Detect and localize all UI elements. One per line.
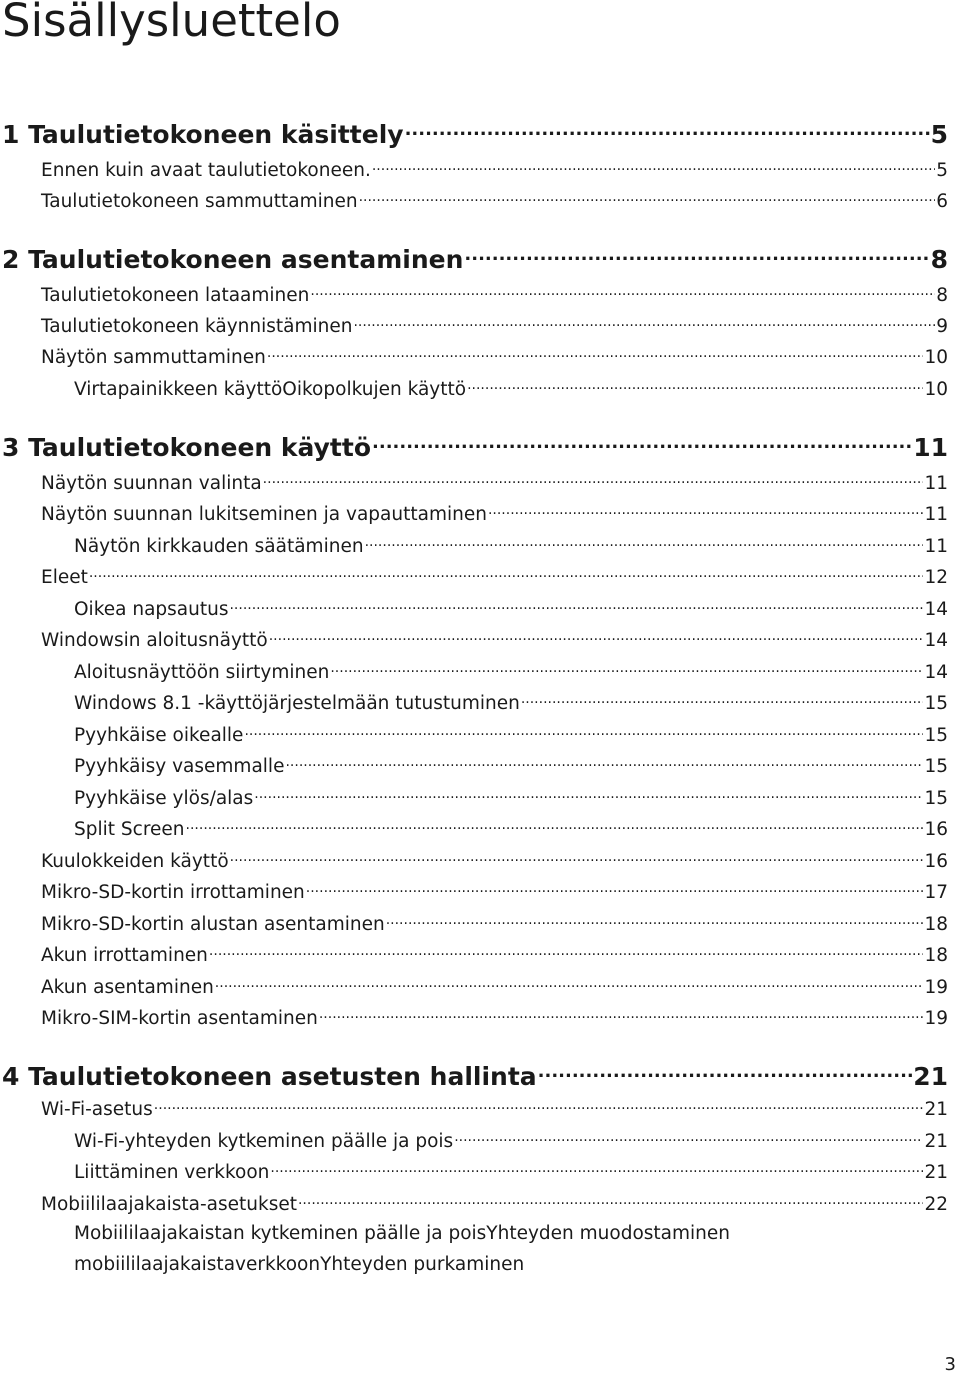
toc-entry-page: 14 [924,629,948,651]
toc-entry-page: 21 [924,1130,948,1152]
toc-leader-dots [454,1128,923,1147]
toc-entry-text: Pyyhkäisy vasemmalle [74,755,285,777]
toc-entry-page: 22 [924,1193,948,1215]
toc-entry[interactable] [41,1005,948,1029]
toc-entry-text: Näytön suunnan valinta [41,472,262,494]
toc-entry[interactable] [41,188,948,212]
toc-entry-text: Pyyhkäise oikealle [74,724,244,746]
toc-entry-page: 21 [924,1161,948,1183]
toc-entry-page: 17 [924,881,948,903]
toc-leader-dots [538,1060,913,1085]
toc-entry-text: Windows 8.1 -käyttöjärjestelmään tutustuminen [74,692,520,714]
toc-leader-dots [269,627,924,646]
toc-entry[interactable] [2,1060,948,1091]
toc-entry-text: Mobiililaajakaistan kytkeminen päälle ja poisYhteyden muodostaminen mobiililaajakaistaverkkoonYhteyden purkaminen [74,1223,730,1275]
toc-entry[interactable] [41,564,948,588]
toc-entry-text: Mobiililaajakaista-asetukset [41,1193,297,1215]
toc-entry-text: 1 Taulutietokoneen käsittely [2,120,404,149]
toc-entry-page: 6 [936,190,948,212]
toc-leader-dots [365,533,924,552]
toc-leader-dots [267,344,924,363]
toc-entry-wrapped[interactable] [74,1218,774,1280]
toc-entry-text: Näytön sammuttaminen [41,346,266,368]
toc-entry-page: 8 [936,284,948,306]
toc-entry[interactable] [74,753,948,777]
toc-entry-text: Wi-Fi-asetus [41,1098,153,1120]
toc-entry-page: 18 [924,944,948,966]
toc-leader-dots [209,942,924,961]
toc-entry-text: 4 Taulutietokoneen asetusten hallinta [2,1062,537,1091]
toc-entry[interactable] [74,722,948,746]
toc-entry-text: Mikro-SD-kortin irrottaminen [41,881,305,903]
toc-entry[interactable] [41,157,948,181]
toc-entry-text: Oikea napsautus [74,598,229,620]
toc-entry-page: 10 [924,378,948,400]
toc-entry-page: 5 [936,159,948,181]
toc-entry-text: Näytön suunnan lukitseminen ja vapauttaminen [41,503,487,525]
toc-entry-text: Mikro-SIM-kortin asentaminen [41,1007,318,1029]
toc-entry[interactable] [41,627,948,651]
toc-entry-text: Taulutietokoneen sammuttaminen [41,190,358,212]
toc-entry-text: Kuulokkeiden käyttö [41,850,229,872]
toc-leader-dots [467,376,923,395]
toc-entry-page: 11 [924,472,948,494]
toc-leader-dots [310,282,935,301]
toc-entry[interactable] [41,974,948,998]
toc-leader-dots [298,1191,923,1210]
toc-entry-page: 21 [913,1062,948,1091]
toc-entry-page: 11 [924,535,948,557]
toc-leader-dots [306,879,924,898]
toc-leader-dots [229,596,923,615]
toc-leader-dots [353,313,935,332]
toc-entry-text: Wi-Fi-yhteyden kytkeminen päälle ja pois [74,1130,454,1152]
toc-entry-text: Eleet [41,566,88,588]
toc-leader-dots [186,816,924,835]
toc-entry[interactable] [41,942,948,966]
toc-entry-page: 11 [913,433,948,462]
toc-leader-dots [359,188,936,207]
toc-entry-page: 14 [924,598,948,620]
toc-entry-text: Akun asentaminen [41,976,214,998]
toc-leader-dots [405,118,930,143]
toc-entry-page: 18 [924,913,948,935]
toc-leader-dots [230,848,924,867]
toc-entry-text: Mikro-SD-kortin alustan asentaminen [41,913,385,935]
toc-leader-dots [330,659,923,678]
toc-entry-page: 12 [924,566,948,588]
toc-entry-page: 16 [924,850,948,872]
toc-entry[interactable] [41,282,948,306]
toc-entry-page: 9 [936,315,948,337]
toc-leader-dots [319,1005,924,1024]
toc-entry-page: 15 [924,755,948,777]
toc-leader-dots [386,911,924,930]
toc-leader-dots [372,157,935,176]
toc-leader-dots [263,470,924,489]
toc-entry[interactable] [41,1191,948,1215]
toc-entry-page: 14 [924,661,948,683]
toc-entry[interactable] [41,344,948,368]
toc-entry[interactable] [74,1128,948,1152]
toc-leader-dots [285,753,923,772]
toc-entry-page: 19 [924,976,948,998]
toc-entry-page: 21 [924,1098,948,1120]
toc-leader-dots [464,243,929,268]
toc-entry-page: 15 [924,787,948,809]
toc-leader-dots [215,974,924,993]
page-number: 3 [944,1354,956,1375]
toc-entry-page: 8 [930,245,948,274]
toc-entry[interactable] [74,816,948,840]
toc-entry[interactable] [41,313,948,337]
toc-entry-text: Liittäminen verkkoon [74,1161,270,1183]
toc-entry-text: Näytön kirkkauden säätäminen [74,535,364,557]
toc-entry-page: 15 [924,692,948,714]
page-title: Sisällysluettelo [2,0,341,47]
toc-leader-dots [270,1159,923,1178]
toc-entry-text: Taulutietokoneen lataaminen [41,284,310,306]
toc-entry[interactable] [74,690,948,714]
toc-entry-text: Virtapainikkeen käyttöOikopolkujen käyttö [74,378,467,400]
toc-entry[interactable] [41,470,948,494]
toc-entry[interactable] [74,376,948,400]
toc-entry-text: Akun irrottaminen [41,944,208,966]
toc-entry[interactable] [41,848,948,872]
toc-entry[interactable] [41,1096,948,1120]
toc-entry-text: 2 Taulutietokoneen asentaminen [2,245,464,274]
toc-entry-text: Ennen kuin avaat taulutietokoneen. [41,159,371,181]
toc-entry[interactable] [41,879,948,903]
toc-leader-dots [372,431,912,456]
toc-entry[interactable] [74,785,948,809]
toc-leader-dots [244,722,923,741]
toc-entry-text: Pyyhkäise ylös/alas [74,787,254,809]
toc-entry-page: 5 [930,120,948,149]
toc-entry[interactable] [41,501,948,525]
toc-entry-page: 10 [924,346,948,368]
toc-entry-text: 3 Taulutietokoneen käyttö [2,433,372,462]
toc-leader-dots [89,564,924,583]
toc-entry-page: 16 [924,818,948,840]
toc-entry-page: 11 [924,503,948,525]
toc-entry-text: Split Screen [74,818,185,840]
toc-entry-text: Taulutietokoneen käynnistäminen [41,315,353,337]
toc-entry[interactable] [74,1159,948,1183]
toc-leader-dots [488,501,924,520]
toc-entry[interactable] [2,431,948,462]
toc-entry-text: Aloitusnäyttöön siirtyminen [74,661,330,683]
toc-entry-page: 19 [924,1007,948,1029]
toc-leader-dots [521,690,924,709]
toc-entry[interactable] [41,911,948,935]
toc-leader-dots [154,1096,924,1115]
toc-entry[interactable] [74,659,948,683]
toc-leader-dots [254,785,923,804]
toc-entry-text: Windowsin aloitusnäyttö [41,629,268,651]
toc-entry[interactable] [2,118,948,149]
toc-entry[interactable] [74,533,948,557]
toc-entry[interactable] [2,243,948,274]
toc-entry[interactable] [74,596,948,620]
toc-entry-page: 15 [924,724,948,746]
